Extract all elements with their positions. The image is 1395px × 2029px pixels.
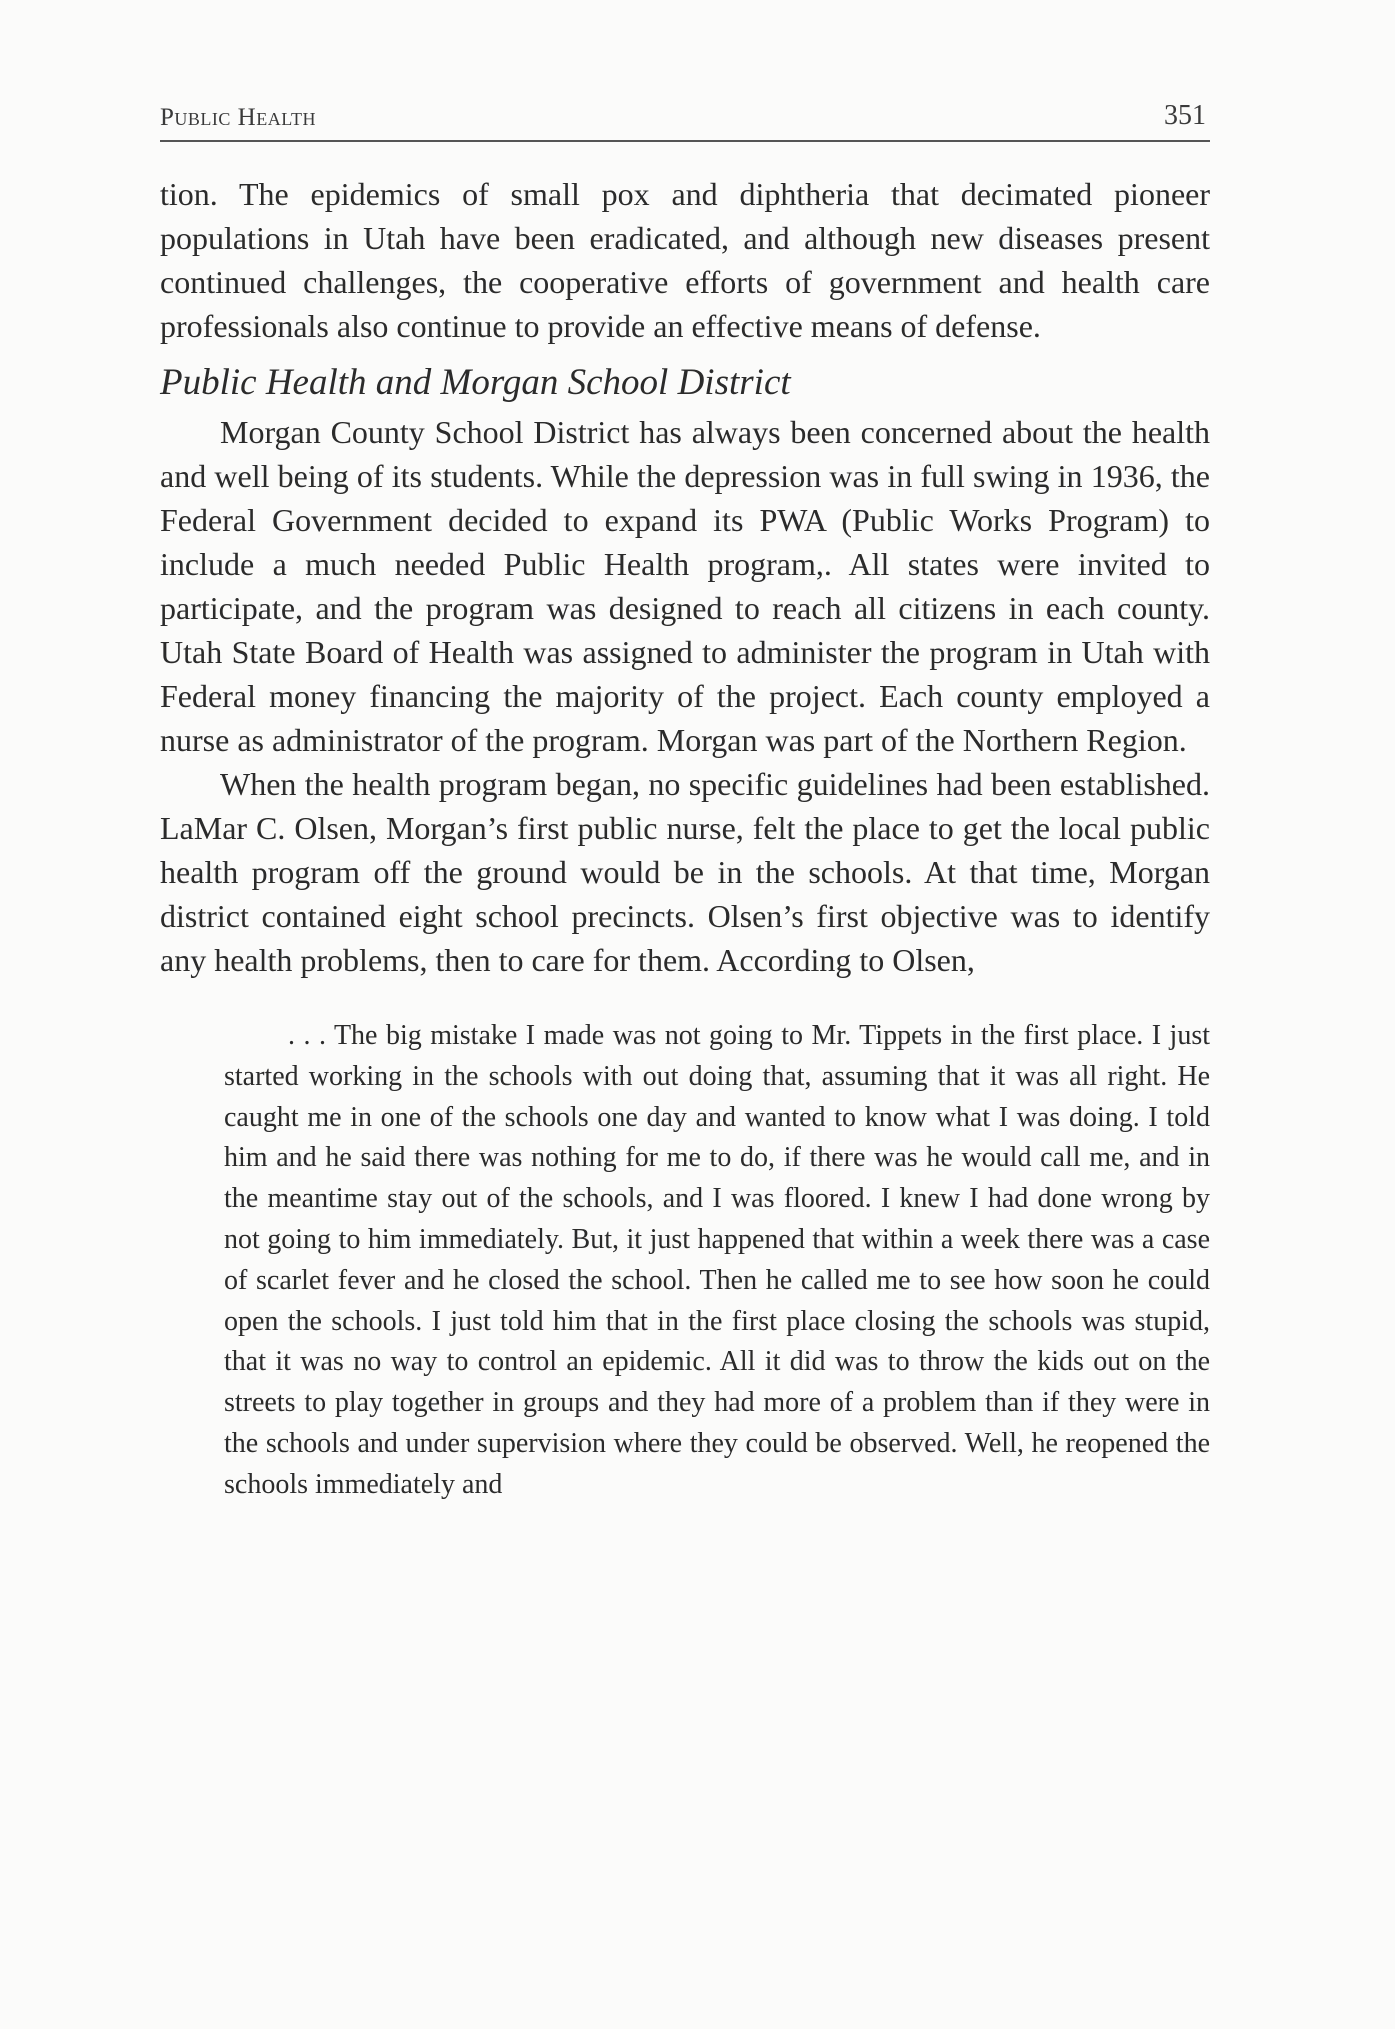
page-header xyxy=(160,100,1210,142)
paragraph-health-program: When the health program began, no specific guidelines had been established. LaMar C. Olsen, Morgan’s first public nurse, felt the place to get the local public health program off the ground would be in the schools. At that time, Morgan district contained eight school precincts. Olsen’s first objective was to identify any health problems, then to care for them. According to Olsen, xyxy=(160,766,1210,978)
page-number: 351 xyxy=(1164,100,1206,131)
body-text xyxy=(160,172,1210,1506)
section-heading: Public Health and Morgan School District xyxy=(160,362,791,403)
paragraph-continuation: tion. The epidemics of small pox and diphtheria that decimated pioneer populations in Utah have been eradicated, and although new diseases present continued challenges, the cooperative efforts of government and health care professionals also continue to provide an effective means of defense. xyxy=(160,176,1210,344)
block-quote: . . . The big mistake I made was not going to Mr. Tippets in the first place. I just started working in the schools with out doing that, assuming that it was all right. He caught me in one of the schools one day and wanted to know what I was doing. I told him and he said there was nothing for me to do, if there was he would call me, and in the meantime stay out of the schools, and I was floored. I knew I had done wrong by not going to him immediately. But, it just happened that within a week there was a case of scarlet fever and he closed the school. Then he called me to see how soon he could open the schools. I just told him that in the first place closing the schools was stupid, that it was no way to control an epidemic. All it did was to throw the kids out on the streets to play together in groups and they had more of a problem than if they were in the schools and under supervision where they could be observed. Well, he reopened the schools immediately and xyxy=(224,1020,1210,1500)
running-head: Public Health xyxy=(160,104,317,131)
book-page xyxy=(160,100,1210,1506)
paragraph-school-district: Morgan County School District has always been concerned about the health and well being of its students. While the depression was in full swing in 1936, the Federal Government decided to expand its PWA (Public Works Program) to include a much needed Public Health program,. All states were invited to participate, and the program was designed to reach all citizens in each county. Utah State Board of Health was assigned to administer the program in Utah with Federal money financing the majority of the project. Each county employed a nurse as administrator of the program. Morgan was part of the Northern Region. xyxy=(160,414,1210,758)
